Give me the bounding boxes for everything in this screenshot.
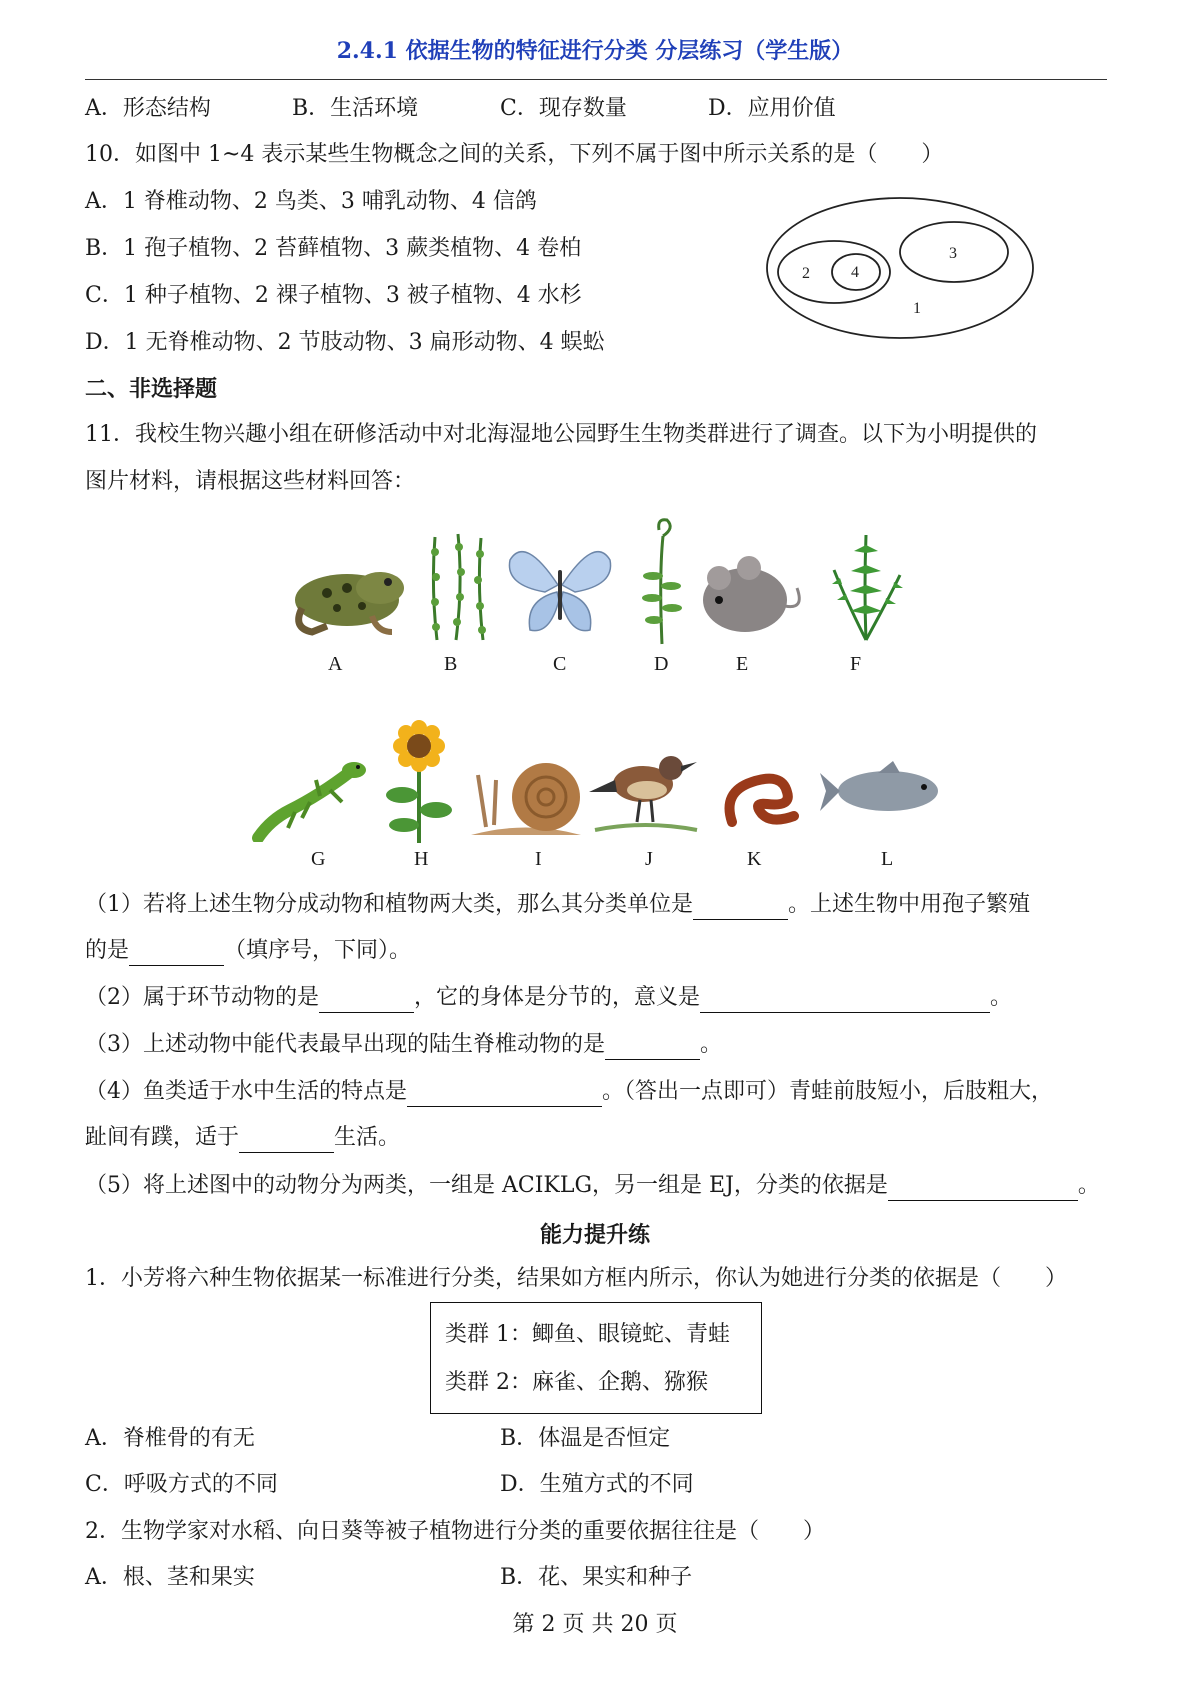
answer-blank-8[interactable] xyxy=(888,1176,1078,1201)
image-label-k: K xyxy=(747,848,762,870)
q10-stem: 10．如图中 1~4 表示某些生物概念之间的关系，下列不属于图中所示关系的是（ ） xyxy=(85,142,944,167)
q11-part5: （5）将上述图中的动物分为两类，一组是 ACIKLG，另一组是 EJ，分类的依据是 。 xyxy=(85,1171,1100,1201)
image-label-c: C xyxy=(553,653,567,675)
venn-label-2: 2 xyxy=(802,265,810,282)
butterfly-image xyxy=(505,540,615,640)
q1-stem: 1．小芳将六种生物依据某一标准进行分类，结果如方框内所示，你认为她进行分类的依据是（ ） xyxy=(85,1266,1068,1291)
q10-option-c: C．1 种子植物、2 裸子植物、3 被子植物、4 水杉 xyxy=(85,283,582,308)
image-label-f: F xyxy=(850,653,862,675)
mouse-image xyxy=(697,548,807,638)
image-label-j: J xyxy=(645,848,653,870)
q9-option-b: B．生活环境 xyxy=(292,96,419,121)
classification-box xyxy=(430,1302,762,1414)
earthworm-image xyxy=(722,752,802,832)
q9-option-d: D．应用价值 xyxy=(708,96,836,121)
q11-stem-line2: 图片材料，请根据这些材料回答： xyxy=(85,469,416,494)
venn-label-4: 4 xyxy=(851,264,859,281)
venn-label-1: 1 xyxy=(913,300,921,317)
answer-blank-1[interactable] xyxy=(693,895,788,920)
bird-image xyxy=(585,740,705,840)
q1-option-a: A．脊椎骨的有无 xyxy=(85,1426,255,1451)
fish-image xyxy=(818,755,948,825)
q1-option-b: B．体温是否恒定 xyxy=(500,1426,671,1451)
page-header-title: 2.4.1 依据生物的特征进行分类 分层练习（学生版） xyxy=(336,38,854,64)
q11-part1-line1: （1）若将上述生物分成动物和植物两大类，那么其分类单位是 。上述生物中用孢子繁殖 xyxy=(85,890,1030,920)
header-rule xyxy=(85,79,1107,80)
section-title-ability: 能力提升练 xyxy=(539,1222,650,1248)
image-label-b: B xyxy=(444,653,458,675)
image-label-a: A xyxy=(328,653,343,675)
q9-option-a: A．形态结构 xyxy=(85,96,211,121)
q11-part3: （3）上述动物中能代表最早出现的陆生脊椎动物的是 。 xyxy=(85,1030,722,1060)
page-number: 第 2 页 共 20 页 xyxy=(512,1612,678,1637)
venn-ellipse-2 xyxy=(778,241,890,303)
q11-part4-line2: 趾间有蹼，适于 生活。 xyxy=(85,1123,400,1153)
answer-blank-6[interactable] xyxy=(407,1082,602,1107)
section-title-non-choice: 二、非选择题 xyxy=(85,376,218,402)
q10-option-d: D．1 无脊椎动物、2 节肢动物、3 扁形动物、4 蜈蚣 xyxy=(85,330,605,355)
lizard-image xyxy=(250,750,370,842)
fern-image xyxy=(826,530,906,642)
image-label-e: E xyxy=(736,653,749,675)
q1-option-c: C．呼吸方式的不同 xyxy=(85,1472,278,1497)
image-label-g: G xyxy=(311,848,326,870)
q2-stem: 2．生物学家对水稻、向日葵等被子植物进行分类的重要依据往往是（ ） xyxy=(85,1519,825,1544)
venn-diagram xyxy=(760,188,1040,348)
answer-blank-4[interactable] xyxy=(700,988,990,1013)
answer-blank-3[interactable] xyxy=(319,988,414,1013)
image-label-i: I xyxy=(535,848,542,870)
q9-option-c: C．现存数量 xyxy=(500,96,627,121)
answer-blank-7[interactable] xyxy=(239,1128,334,1153)
box-group-1: 类群 1：鲫鱼、眼镜蛇、青蛙 xyxy=(445,1322,730,1347)
q1-option-d: D．生殖方式的不同 xyxy=(500,1472,694,1497)
q2-option-b: B．花、果实和种子 xyxy=(500,1565,693,1590)
frog-image xyxy=(282,548,412,638)
q11-part4-line1: （4）鱼类适于水中生活的特点是 。（答出一点即可）青蛙前肢短小，后肢粗大， xyxy=(85,1077,1053,1107)
q11-part1-line2: 的是 （填序号，下同）。 xyxy=(85,936,411,966)
fern-sprout-image xyxy=(637,516,687,646)
venn-label-3: 3 xyxy=(949,245,957,262)
q10-option-b: B．1 孢子植物、2 苔藓植物、3 蕨类植物、4 卷柏 xyxy=(85,236,582,261)
q2-option-a: A．根、茎和果实 xyxy=(85,1565,255,1590)
image-label-d: D xyxy=(654,653,669,675)
q11-part2: （2）属于环节动物的是 ，它的身体是分节的，意义是 。 xyxy=(85,983,1012,1013)
box-group-2: 类群 2：麻雀、企鹅、猕猴 xyxy=(445,1370,708,1395)
image-label-h: H xyxy=(414,848,429,870)
snail-image xyxy=(466,735,588,840)
q11-stem-line1: 11．我校生物兴趣小组在研修活动中对北海湿地公园野生生物类群进行了调查。以下为小明提供的 xyxy=(85,422,1037,447)
sunflower-image xyxy=(384,720,454,845)
answer-blank-5[interactable] xyxy=(605,1035,700,1060)
moss-plant-image xyxy=(423,532,493,642)
q10-option-a: A．1 脊椎动物、2 鸟类、3 哺乳动物、4 信鸽 xyxy=(85,189,537,214)
answer-blank-2[interactable] xyxy=(129,941,224,966)
image-label-l: L xyxy=(881,848,894,870)
